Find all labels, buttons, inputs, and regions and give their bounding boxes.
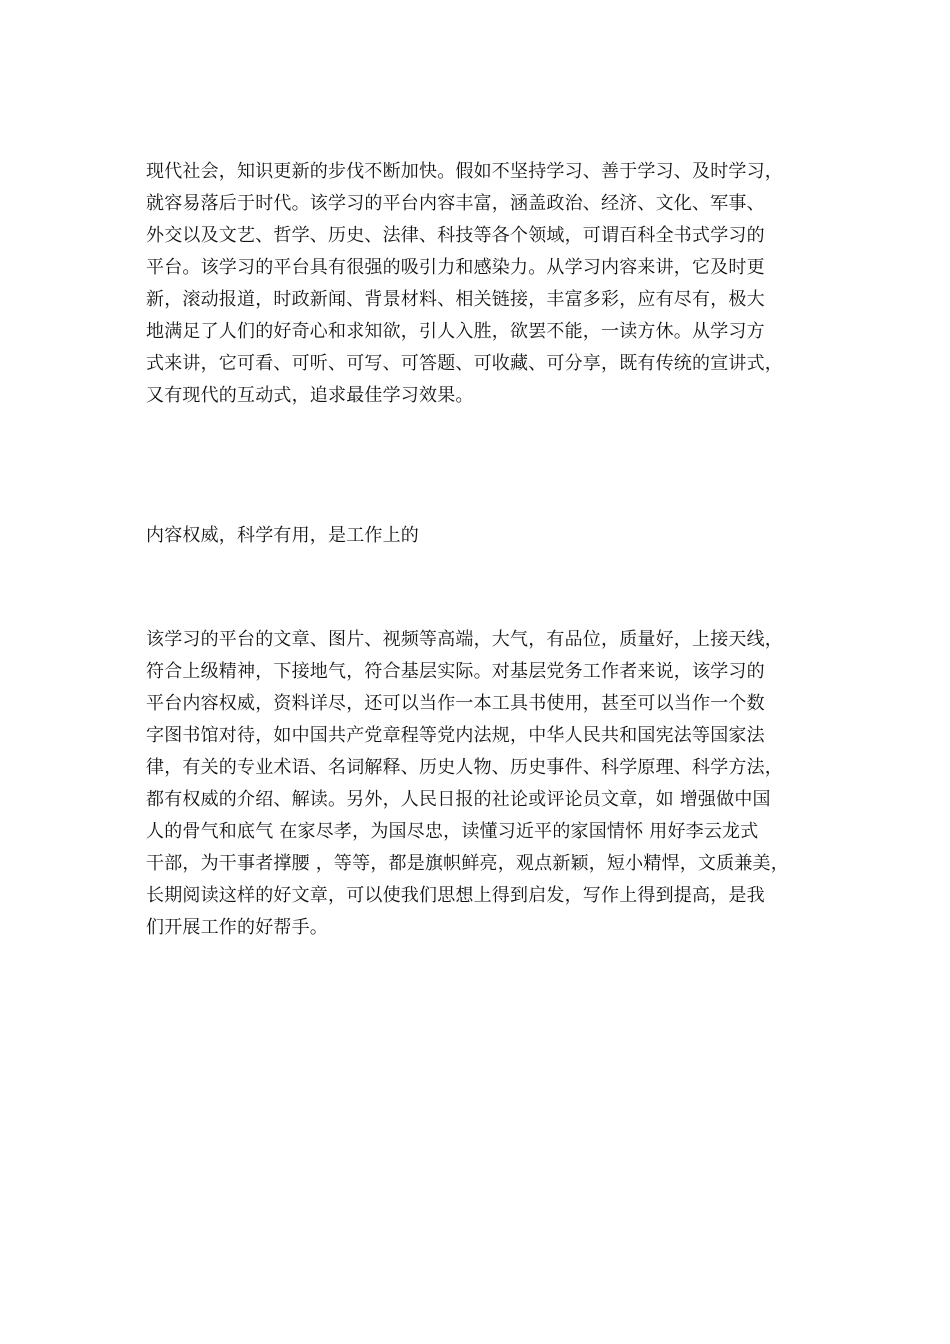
text-line: 们开展工作的好帮手。 bbox=[146, 917, 328, 938]
heading-line: 内容权威，科学有用，是工作上的 bbox=[146, 525, 419, 546]
text-line: 符合上级精神，下接地气，符合基层实际。对基层党务工作者来说，该学习的 bbox=[146, 661, 765, 682]
text-line: 外交以及文艺、哲学、历史、法律、科技等各个领域，可谓百科全书式学习的 bbox=[146, 225, 765, 246]
text-line: 式来讲，它可看、可听、可写、可答题、可收藏、可分享，既有传统的宣讲式， bbox=[146, 353, 783, 374]
text-line: 长期阅读这样的好文章，可以使我们思想上得到启发，写作上得到提高，是我 bbox=[146, 885, 765, 906]
text-line: 平台。该学习的平台具有很强的吸引力和感染力。从学习内容来讲，它及时更 bbox=[146, 257, 765, 278]
text-line: 人的骨气和底气 在家尽孝，为国尽忠，读懂习近平的家国情怀 用好李云龙式 bbox=[146, 821, 759, 842]
text-line: 就容易落后于时代。该学习的平台内容丰富，涵盖政治、经济、文化、军事、 bbox=[146, 193, 765, 214]
text-line: 平台内容权威，资料详尽，还可以当作一本工具书使用，甚至可以当作一个数 bbox=[146, 693, 765, 714]
text-line: 都有权威的介绍、解读。另外，人民日报的社论或评论员文章，如 增强做中国 bbox=[146, 789, 771, 810]
paragraph-authoritative-content bbox=[146, 624, 836, 944]
text-line: 现代社会，知识更新的步伐不断加快。假如不坚持学习、善于学习、及时学习， bbox=[146, 161, 783, 182]
text-line: 干部，为干事者撑腰 ，等等，都是旗帜鲜亮，观点新颖，短小精悍，文质兼美， bbox=[146, 853, 789, 874]
text-line: 又有现代的互动式，追求最佳学习效果。 bbox=[146, 385, 474, 406]
text-line: 律，有关的专业术语、名词解释、历史人物、历史事件、科学原理、科学方法， bbox=[146, 757, 783, 778]
paragraph-knowledge-update bbox=[146, 156, 836, 412]
text-line: 地满足了人们的好奇心和求知欲，引人入胜，欲罢不能，一读方休。从学习方 bbox=[146, 321, 765, 342]
text-line: 新，滚动报道，时政新闻、背景材料、相关链接，丰富多彩，应有尽有，极大 bbox=[146, 289, 765, 310]
text-line: 字图书馆对待，如中国共产党章程等党内法规，中华人民共和国宪法等国家法 bbox=[146, 725, 765, 746]
section-heading bbox=[146, 520, 836, 552]
text-line: 该学习的平台的文章、图片、视频等高端，大气，有品位，质量好，上接天线， bbox=[146, 629, 783, 650]
